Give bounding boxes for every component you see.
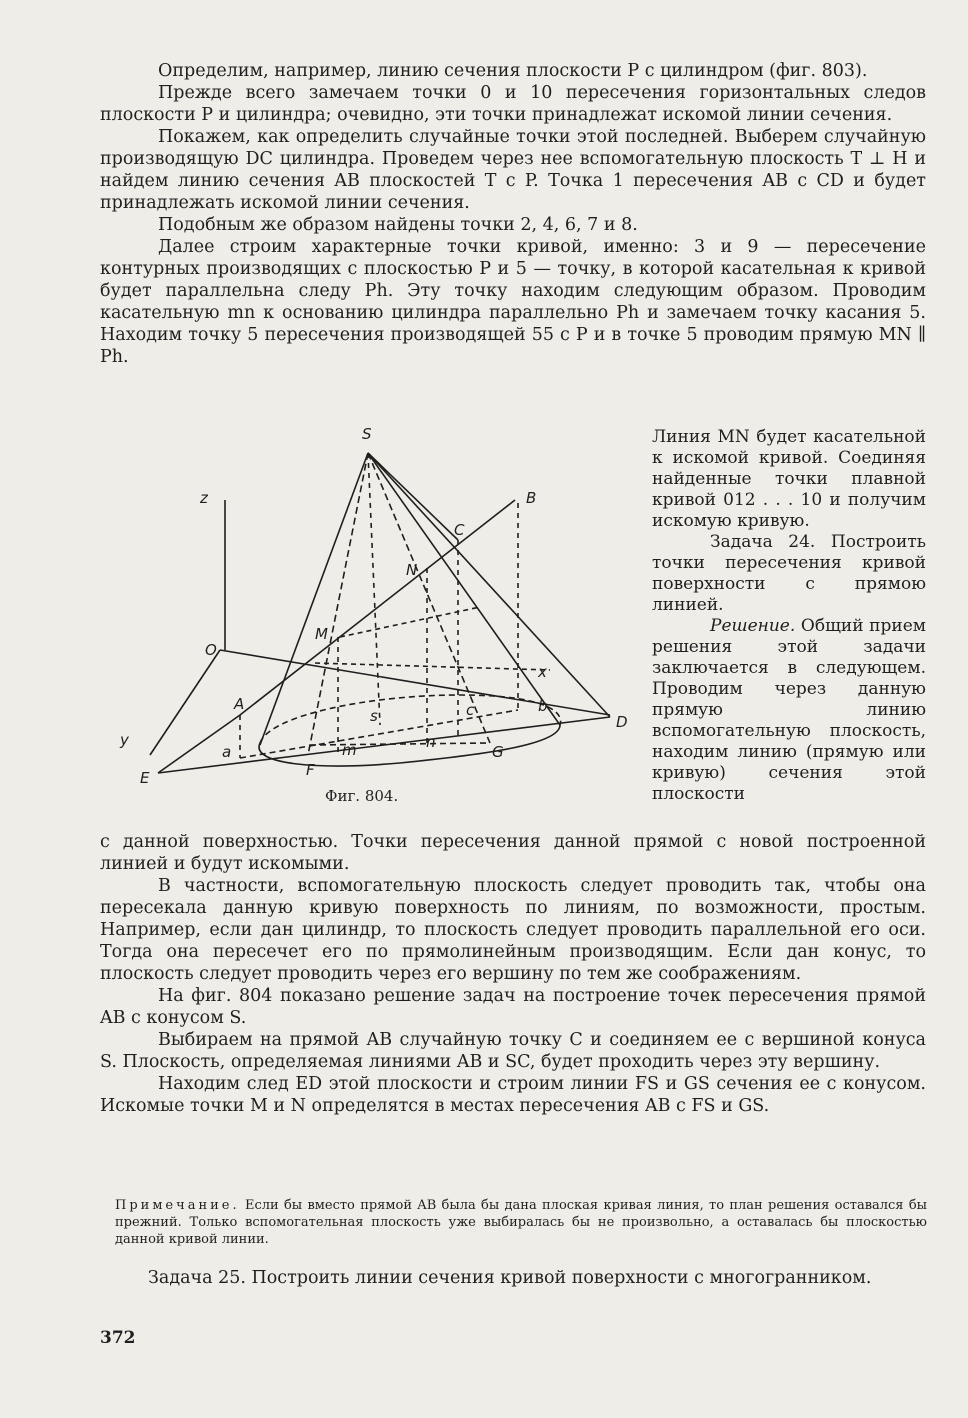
footnote	[115, 1197, 927, 1248]
label-b: b	[538, 697, 548, 715]
task-24: Задача 24. Построить точки пересечения кривой поверхности с прямою линией.	[652, 532, 926, 615]
label-E: E	[140, 769, 150, 787]
plan-line	[315, 663, 550, 670]
solution-text: Общий прием решения этой задачи заключается в следующем. Проводим через данную прямую линию вспомогательную плоскость, находим линию (прямую или кривую) сечения этой плоскости	[652, 616, 926, 804]
label-M: M	[315, 625, 328, 643]
proj-S	[368, 453, 380, 725]
plan-line-mn	[310, 743, 490, 745]
label-F: F	[306, 761, 315, 779]
figure-caption: Фиг. 804.	[325, 787, 399, 805]
label-B: B	[526, 489, 537, 507]
cone-generator-left	[260, 453, 368, 745]
note-label: Примечание.	[115, 1198, 240, 1213]
label-s: s	[370, 707, 378, 725]
page-number: 372	[100, 1328, 136, 1348]
label-C: C	[454, 521, 465, 539]
paragraph: Покажем, как определить случайные точки этой последней. Выберем случайную производящую DC цилиндра. Проведем через нее вспомогательную плоскость T ⊥ H и найдем линию сечения AB плоскостей T с P. Точка 1 пересечения AB с CD и будет принадлежать искомой линии сечения.	[100, 127, 926, 213]
paragraph: Находим след ED этой плоскости и строим линии FS и GS сечения ее с конусом. Искомые точки M и N определятся в местах пересечения AB с FS и GS.	[100, 1074, 926, 1116]
label-N: N	[406, 561, 418, 579]
top-text-block	[100, 60, 926, 368]
paragraph: Выбираем на прямой AB случайную точку C и соединяем ее с вершиной конуса S. Плоскость, определяемая линиями AB и SC, будет проходить через эту вершину.	[100, 1030, 926, 1072]
label-x: x	[538, 663, 547, 681]
bottom-text-block	[100, 831, 926, 1117]
label-O: O	[205, 641, 217, 659]
line-SG	[368, 453, 490, 743]
cone-base-hidden	[260, 695, 561, 743]
axis-y	[150, 650, 220, 755]
plan-line-3	[340, 607, 480, 637]
label-c: c	[466, 701, 475, 719]
label-G: G	[492, 743, 504, 761]
task-25: Задача 25. Построить линии сечения кривой поверхности с многогранником.	[148, 1268, 872, 1288]
paragraph: Далее строим характерные точки кривой, именно: 3 и 9 — пересечение контурных производящих с плоскостью P и 5 — точку, в которой касательная к кривой будет параллельна следу Ph. Эту точку находим следующим образом. Проводим касательную mn к основанию цилиндра параллельно Ph и замечаем точку касания 5. Находим точку 5 пересечения производящей 55 с P и в точке 5 проводим прямую MN ∥ Ph.	[100, 237, 926, 367]
paragraph: с данной поверхностью. Точки пересечения данной прямой с новой построенной линией и будут искомыми.	[100, 832, 926, 874]
note-text: Если бы вместо прямой AB была бы дана плоская кривая линия, то план решения оставался бы прежний. Только вспомогательная плоскость уже выбиралась бы не произвольно, а оставалась бы плоскостью данной кривой линии.	[115, 1198, 927, 1247]
side-text-block	[652, 427, 926, 805]
axis-x	[220, 650, 610, 715]
paragraph: В частности, вспомогательную плоскость следует проводить так, чтобы она пересекала данную кривую поверхность по линиям, по возможности, простым. Например, если дан цилиндр, то плоскость следует проводить параллельной его оси. Тогда она пересечет его по прямолинейным производящим. Если дан конус, то плоскость следует проводить через его вершину по тем же соображениям.	[100, 876, 926, 984]
solution-label: Решение.	[710, 616, 796, 636]
line-S-D	[368, 453, 610, 717]
paragraph: Подобным же образом найдены точки 2, 4, 6, 7 и 8.	[158, 215, 638, 235]
cone-base	[259, 725, 560, 766]
line-AB	[240, 500, 515, 715]
label-z: z	[200, 489, 208, 507]
figure-804	[110, 425, 650, 825]
label-D: D	[616, 713, 628, 731]
solution	[652, 616, 926, 805]
label-A: A	[234, 695, 245, 713]
label-S: S	[362, 425, 372, 443]
paragraph: Определим, например, линию сечения плоскости P с цилиндром (фиг. 803).	[158, 61, 868, 81]
line-SC	[368, 453, 458, 540]
paragraph: Линия MN будет касательной к искомой кривой. Соединяя найденные точки плавной кривой 012 . . . 10 и получим искомую кривую.	[652, 427, 926, 531]
label-m: m	[342, 741, 357, 759]
paragraph: На фиг. 804 показано решение задач на построение точек пересечения прямой AB с конусом S.	[100, 986, 926, 1028]
label-n: n	[426, 733, 436, 751]
label-y: y	[120, 731, 129, 749]
label-a: a	[222, 743, 232, 761]
paragraph: Прежде всего замечаем точки 0 и 10 пересечения горизонтальных следов плоскости P и цилиндра; очевидно, эти точки принадлежат искомой линии сечения.	[100, 83, 926, 125]
